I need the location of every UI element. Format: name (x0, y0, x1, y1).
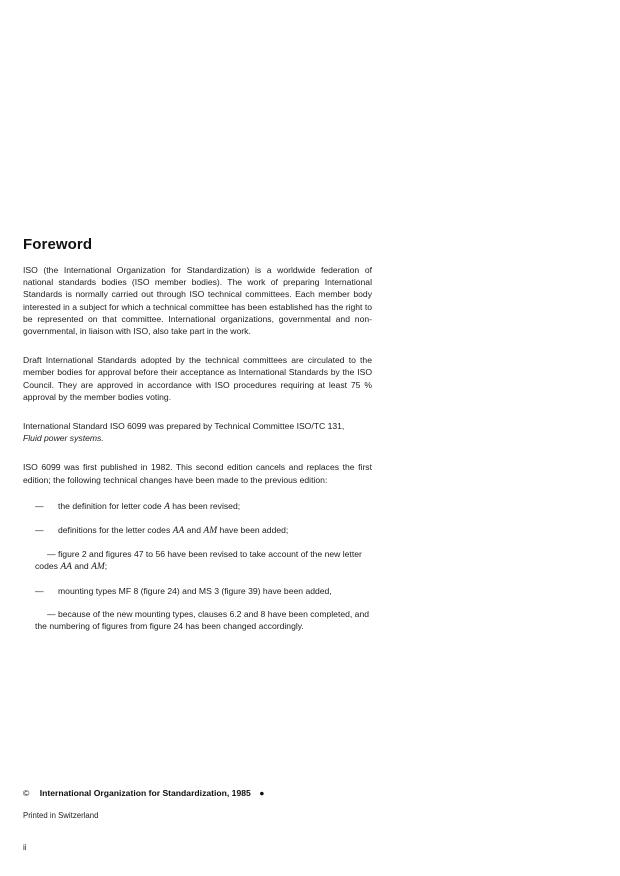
list-dash: — (35, 585, 44, 596)
paragraph-prepared-by (23, 420, 372, 444)
paragraph-iso-intro: ISO (the International Organization for Standardization) is a worldwide federation of national standards bodies (ISO member bodies). The work of preparing International Standards is normally carried out through ISO technical committees. Each member body interested in a subject for which a technical committee has been established has the right to be represented on that committee. International organizations, governmental and non-governmental, in liaison with ISO, also take part in the work. (23, 265, 372, 337)
printed-in: Printed in Switzerland (23, 811, 99, 820)
change-text-end: has been revised; (172, 500, 241, 511)
list-dash: — (35, 525, 44, 536)
change-text: figure 2 and figures 47 to 56 have been revised to take account of the new letter codes (35, 549, 362, 572)
list-dash: — (47, 549, 56, 560)
letter-code: AA (172, 526, 185, 537)
list-item (23, 500, 372, 513)
paragraph-draft-standards: Draft International Standards adopted by the technical committees are circulated to the member bodies for approval before their acceptance as International Standards by the ISO Council. They are approved in accordance with ISO procedures requiring at least 75 % approval by the member bodies voting. (23, 355, 372, 402)
change-text: definitions for the letter codes (58, 525, 171, 536)
change-text: the definition for letter code (58, 500, 162, 511)
paragraph-edition-history: ISO 6099 was first published in 1982. This second edition cancels and replaces the first edition; the following technical changes have been made to the previous edition: (23, 462, 372, 485)
page-title: Foreword (23, 236, 93, 253)
change-conjunction: and (74, 561, 89, 572)
letter-code: AM (203, 526, 218, 537)
committee-title: Fluid power systems. (23, 433, 104, 444)
page-number: ii (23, 843, 27, 852)
list-dash: — (35, 500, 44, 511)
letter-code: A (164, 501, 170, 512)
change-text: mounting types MF 8 (figure 24) and MS 3 (figure 39) have been added, (58, 585, 332, 596)
letter-code: AM (91, 562, 105, 573)
prepared-by-text: International Standard ISO 6099 was prepared by Technical Committee ISO/TC 131, (23, 421, 345, 432)
list-dash: — (47, 608, 56, 619)
change-text: because of the new mounting types, clauses 6.2 and 8 have been completed, and the numbering of figures from figure 24 has been changed accordingly. (35, 608, 370, 632)
list-item-content (23, 608, 372, 632)
bullet-icon: ● (259, 788, 265, 798)
list-item (23, 524, 372, 537)
copyright-line (23, 788, 264, 798)
technical-changes-list (23, 500, 372, 632)
change-text-end: have been added; (219, 525, 289, 536)
list-item (23, 585, 372, 597)
copyright-text: International Organization for Standardization, 1985 (39, 788, 251, 798)
list-item (23, 548, 372, 573)
change-text-end: ; (104, 561, 108, 572)
foreword-body (23, 264, 372, 643)
list-item-content (23, 548, 372, 573)
change-conjunction: and (186, 525, 201, 536)
copyright-icon: © (23, 788, 30, 798)
letter-code: AA (60, 562, 72, 573)
list-item (23, 608, 372, 632)
